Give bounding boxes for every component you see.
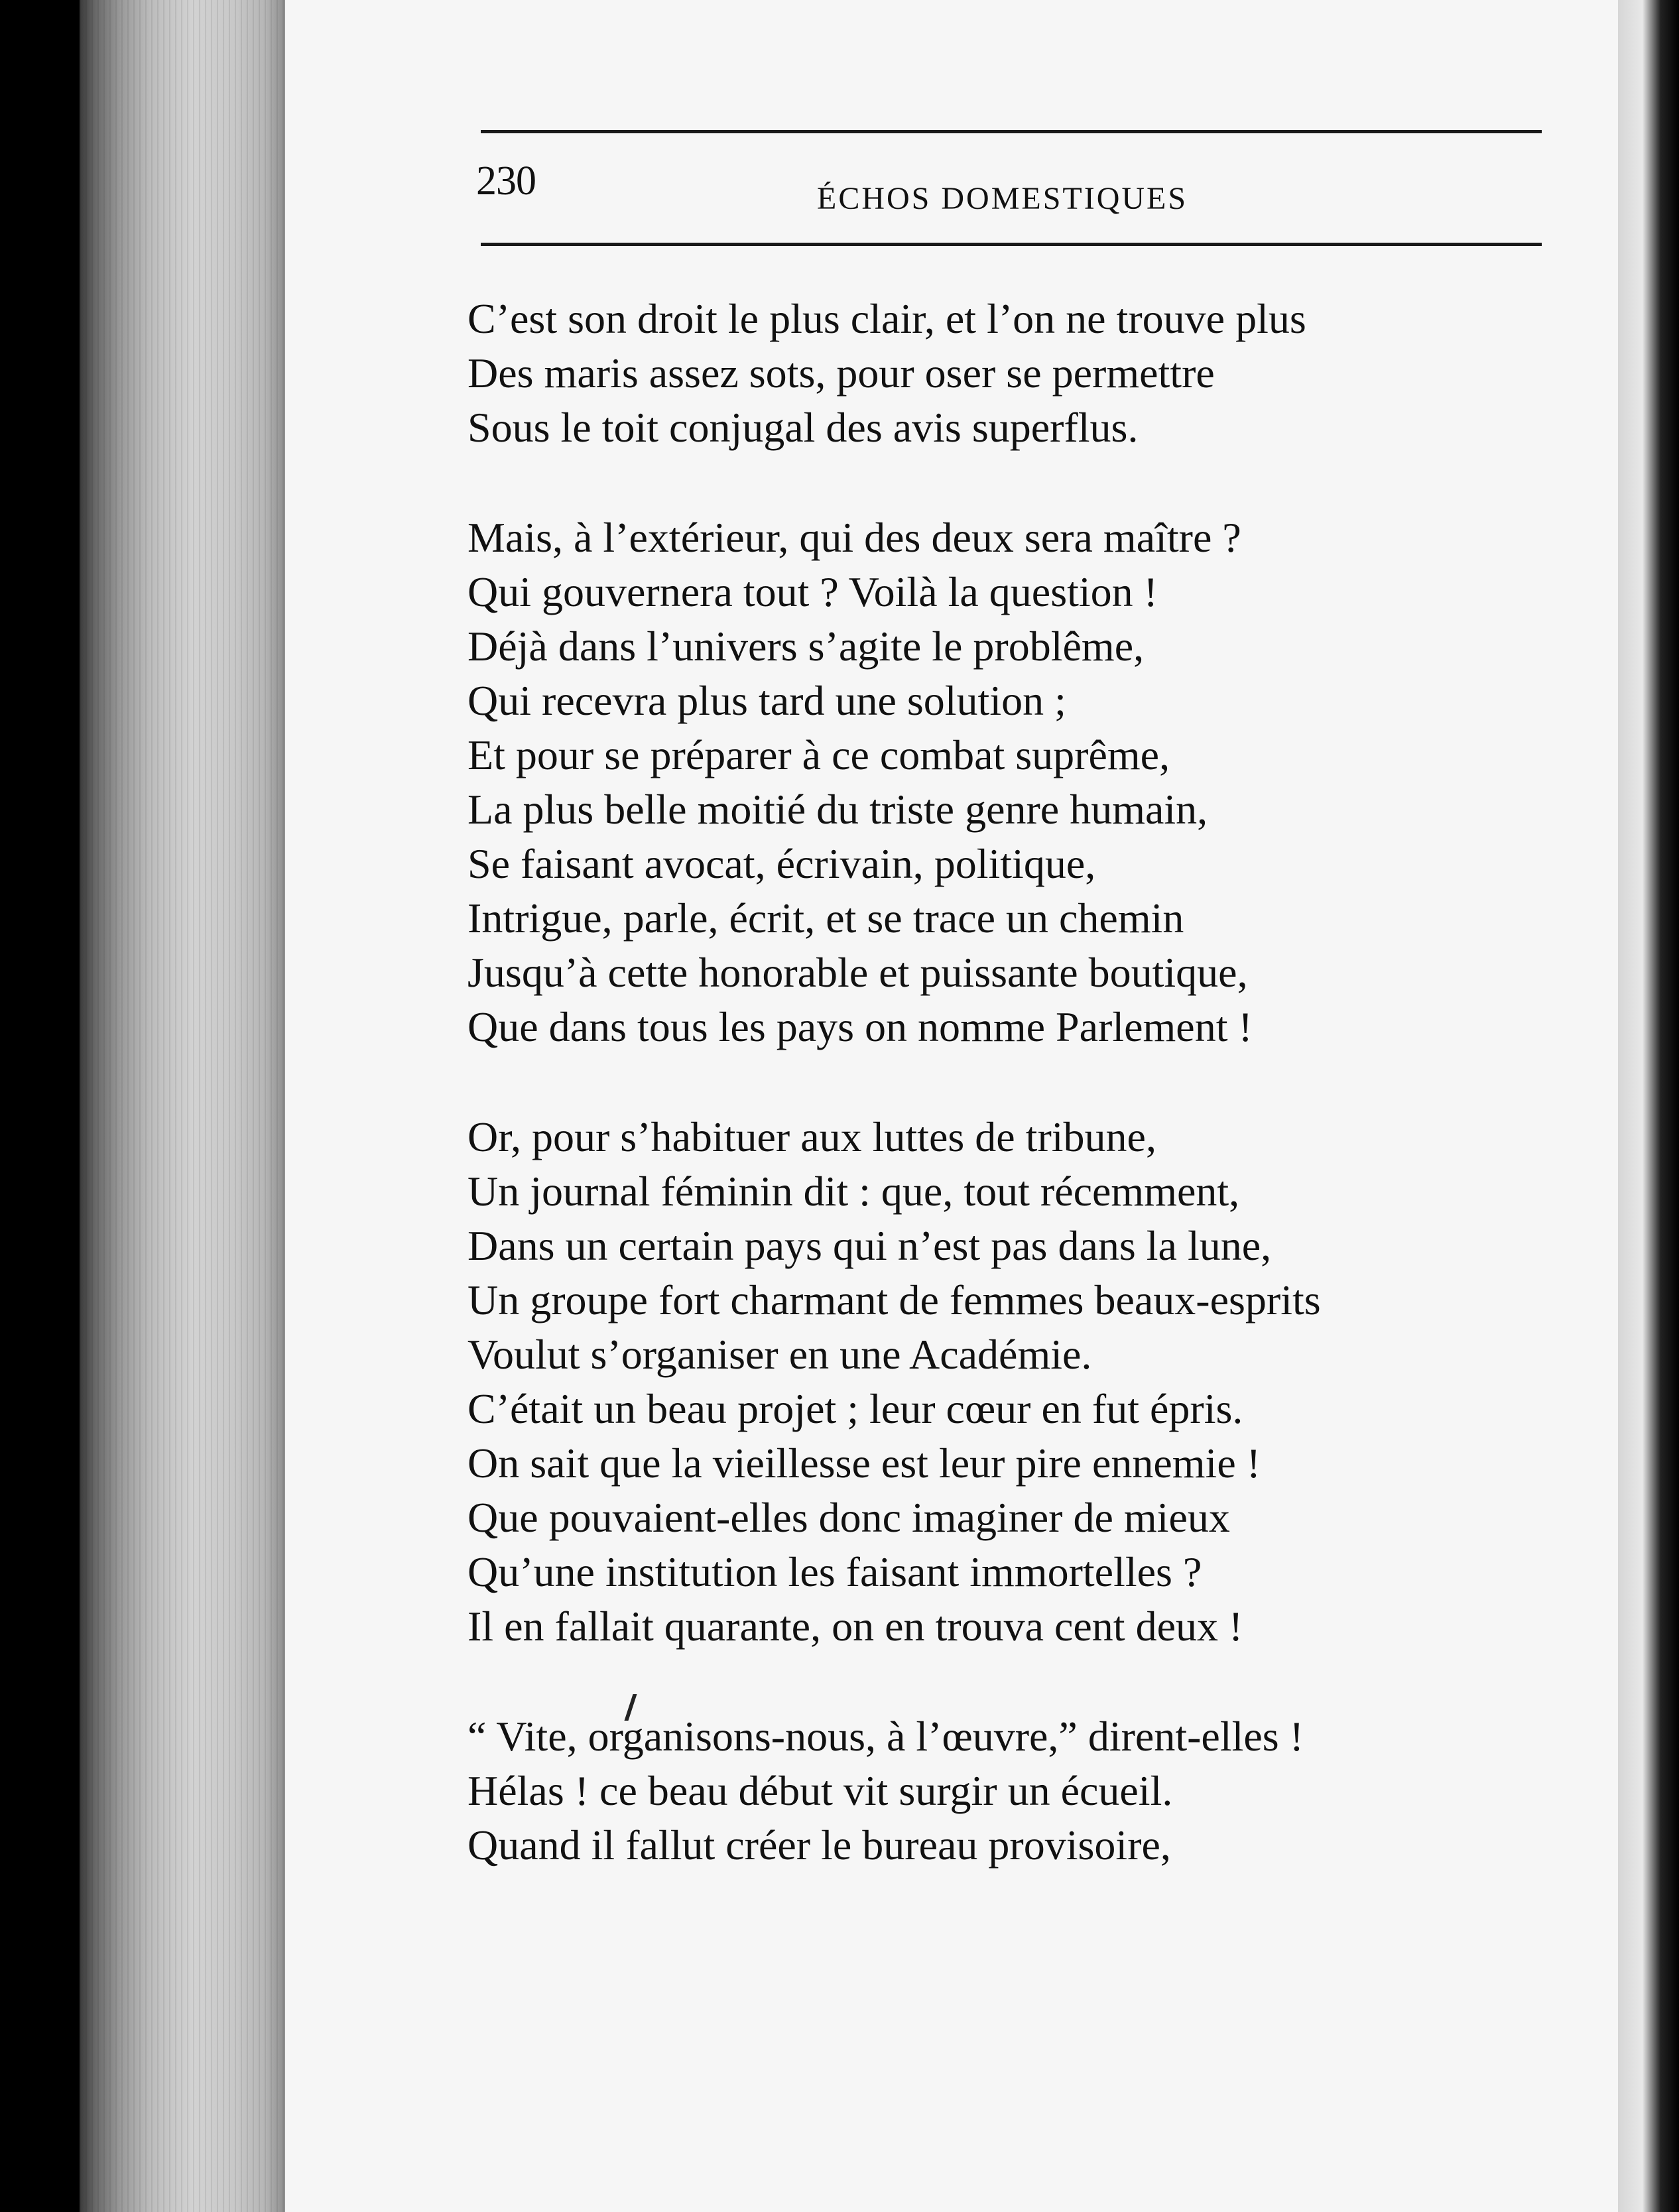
verse-line: Quand il fallut créer le bureau provisoire, <box>467 1821 1171 1869</box>
verse-line: Déjà dans l’univers s’agite le problême, <box>467 623 1145 670</box>
verse-line: Il en fallait quarante, on en trouva cent deux ! <box>467 1603 1243 1650</box>
verse-line: Que dans tous les pays on nomme Parlement ! <box>467 1003 1253 1050</box>
verse-line: C’est son droit le plus clair, et l’on ne trouve plus <box>467 295 1306 342</box>
verse-line: La plus belle moitié du triste genre humain, <box>467 786 1208 833</box>
verse-line: Intrigue, parle, écrit, et se trace un chemin <box>467 894 1184 942</box>
running-head: ÉCHOS DOMESTIQUES <box>817 181 1188 216</box>
verse-line: Un groupe fort charmant de femmes beaux-esprits <box>467 1276 1321 1323</box>
header-rule-bottom <box>481 243 1542 246</box>
verse-line: Un journal féminin dit : que, tout récemment, <box>467 1168 1240 1215</box>
page-number: 230 <box>476 158 536 204</box>
verse-line: “ Vite, organisons-nous, à l’œuvre,” dirent-elles ! <box>467 1713 1304 1760</box>
verse-line: Sous le toit conjugal des avis superflus. <box>467 404 1139 451</box>
page-right-edge <box>1618 0 1679 2212</box>
verse-line: Dans un certain pays qui n’est pas dans la lune, <box>467 1222 1272 1269</box>
verse-line: Qui recevra plus tard une solution ; <box>467 677 1066 724</box>
verse-line: Et pour se préparer à ce combat suprême, <box>467 731 1170 778</box>
verse-line: Hélas ! ce beau début vit surgir un écueil. <box>467 1767 1173 1814</box>
header-rule-top <box>481 130 1542 133</box>
stanza <box>467 292 1542 455</box>
verse-line: On sait que la vieillesse est leur pire ennemie ! <box>467 1440 1261 1487</box>
verse-line: C’était un beau projet ; leur cœur en fut épris. <box>467 1385 1243 1432</box>
page-block-edge <box>80 0 285 2212</box>
stanza <box>467 1110 1542 1654</box>
verse-line: Que pouvaient-elles donc imaginer de mieux <box>467 1494 1230 1541</box>
stanza <box>467 1709 1542 1873</box>
verse-line: Mais, à l’extérieur, qui des deux sera maître ? <box>467 514 1241 561</box>
stanza <box>467 511 1542 1054</box>
verse-line: Qui gouvernera tout ? Voilà la question ! <box>467 568 1158 615</box>
verse-line: Qu’une institution les faisant immortelles ? <box>467 1548 1202 1595</box>
verse-line: Voulut s’organiser en une Académie. <box>467 1331 1092 1378</box>
verse-line: Or, pour s’habituer aux luttes de tribune, <box>467 1113 1156 1160</box>
verse-line: Des maris assez sots, pour oser se permettre <box>467 349 1215 397</box>
verse-line: Se faisant avocat, écrivain, politique, <box>467 840 1096 887</box>
poem-body <box>467 292 1542 1928</box>
verse-line: Jusqu’à cette honorable et puissante boutique, <box>467 949 1248 996</box>
